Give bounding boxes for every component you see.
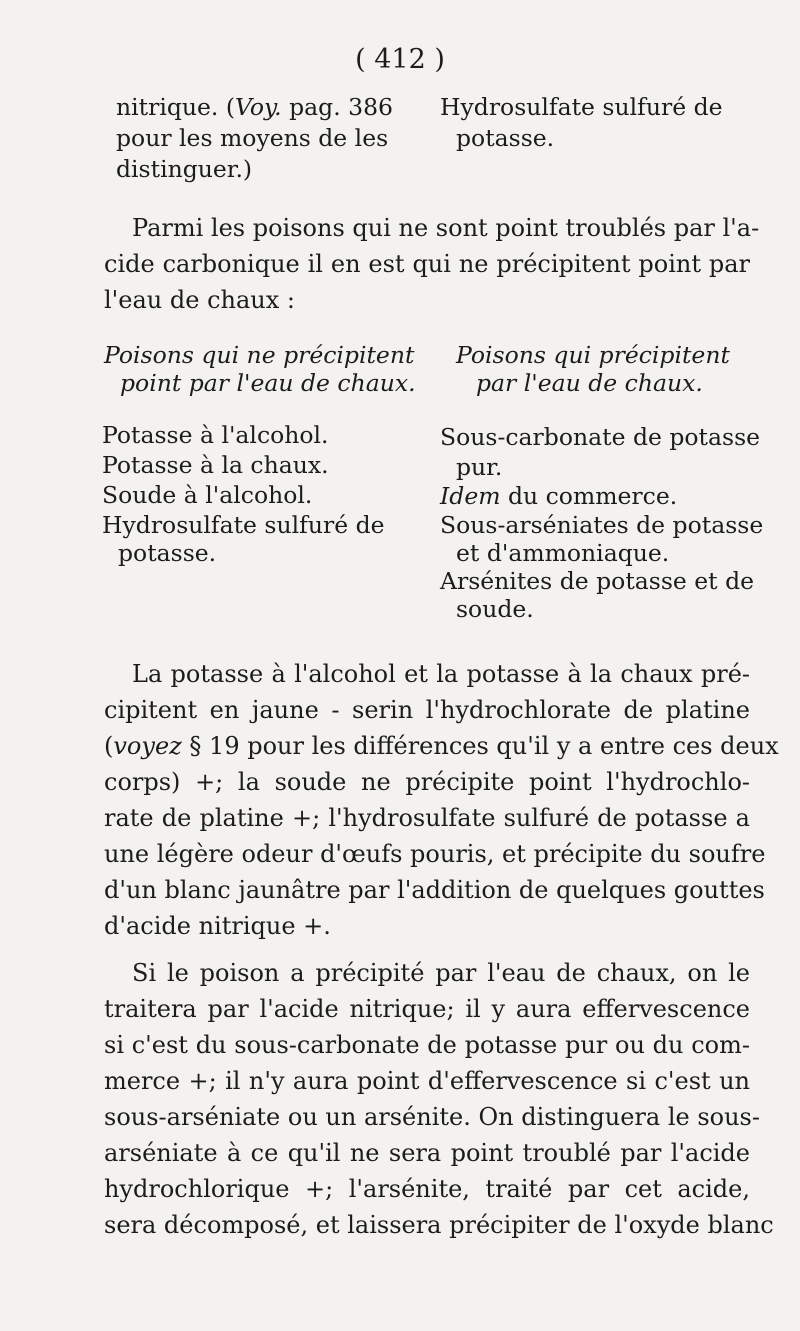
paragraph-2-line-1: La potasse à l'alcohol et la potasse à la chaux pré-	[132, 660, 750, 688]
right-item-7: soude.	[456, 595, 534, 623]
left-item-3: Soude à l'alcohol.	[102, 481, 313, 509]
paragraph-3-line-2: traitera par l'acide nitrique; il y aura effervescence	[104, 995, 750, 1023]
left-item-2: Potasse à la chaux.	[102, 451, 329, 479]
right-item-2: pur.	[456, 453, 503, 481]
paragraph-3-line-4: merce +; il n'y aura point d'effervescence si c'est un	[104, 1067, 750, 1095]
paragraph-2-line-2: cipitent en jaune - serin l'hydrochlorate de platine	[104, 696, 750, 724]
left-column-header-line-1: Poisons qui ne précipitent	[104, 341, 415, 369]
paragraph-3-line-8: sera décomposé, et laissera précipiter de l'oxyde blanc	[104, 1211, 774, 1239]
right-item-3: Idem du commerce.	[440, 482, 678, 510]
continuation-right-line-1: Hydrosulfate sulfuré de	[440, 93, 723, 121]
paragraph-2-line-8: d'acide nitrique +.	[104, 912, 331, 940]
paragraph-2-line-7: d'un blanc jaunâtre par l'addition de quelques gouttes	[104, 876, 765, 904]
paragraph-3-line-6: arséniate à ce qu'il ne sera point troublé par l'acide	[104, 1139, 750, 1167]
left-column-header-line-2: point par l'eau de chaux.	[120, 369, 416, 397]
paragraph-3-line-5: sous-arséniate ou un arsénite. On distinguera le sous-	[104, 1103, 760, 1131]
paragraph-3-line-3: si c'est du sous-carbonate de potasse pur ou du com-	[104, 1031, 750, 1059]
right-item-5: et d'ammoniaque.	[456, 539, 670, 567]
paragraph-2-line-4: corps) +; la soude ne précipite point l'hydrochlo-	[104, 768, 750, 796]
continuation-right-line-2: potasse.	[456, 124, 555, 152]
paragraph-2-line-3: (voyez § 19 pour les différences qu'il y a entre ces deux	[104, 732, 779, 760]
right-item-6: Arsénites de potasse et de	[440, 567, 755, 595]
right-item-4: Sous-arséniates de potasse	[440, 511, 764, 539]
paragraph-2-line-6: une légère odeur d'œufs pouris, et précipite du soufre	[104, 840, 766, 868]
continuation-left-line-1: nitrique. (Voy. pag. 386	[116, 93, 394, 121]
continuation-left-line-2: pour les moyens de les	[116, 124, 389, 152]
page-number: ( 412 )	[355, 44, 445, 75]
right-column-header-line-1: Poisons qui précipitent	[456, 341, 730, 369]
paragraph-3-line-7: hydrochlorique +; l'arsénite, traité par cet acide,	[104, 1175, 750, 1203]
right-column-header-line-2: par l'eau de chaux.	[476, 369, 703, 397]
paragraph-2-line-5: rate de platine +; l'hydrosulfate sulfuré de potasse a	[104, 804, 750, 832]
left-item-1: Potasse à l'alcohol.	[102, 421, 329, 449]
continuation-left-line-3: distinguer.)	[116, 155, 253, 183]
intro-line-2: cide carbonique il en est qui ne précipitent point par	[104, 250, 750, 278]
intro-line-3: l'eau de chaux :	[104, 286, 295, 314]
paragraph-3-line-1: Si le poison a précipité par l'eau de chaux, on le	[132, 959, 750, 987]
intro-line-1: Parmi les poisons qui ne sont point troublés par l'a-	[132, 214, 760, 242]
left-item-4: Hydrosulfate sulfuré de	[102, 511, 385, 539]
left-item-5: potasse.	[118, 539, 217, 567]
right-item-1: Sous-carbonate de potasse	[440, 423, 761, 451]
